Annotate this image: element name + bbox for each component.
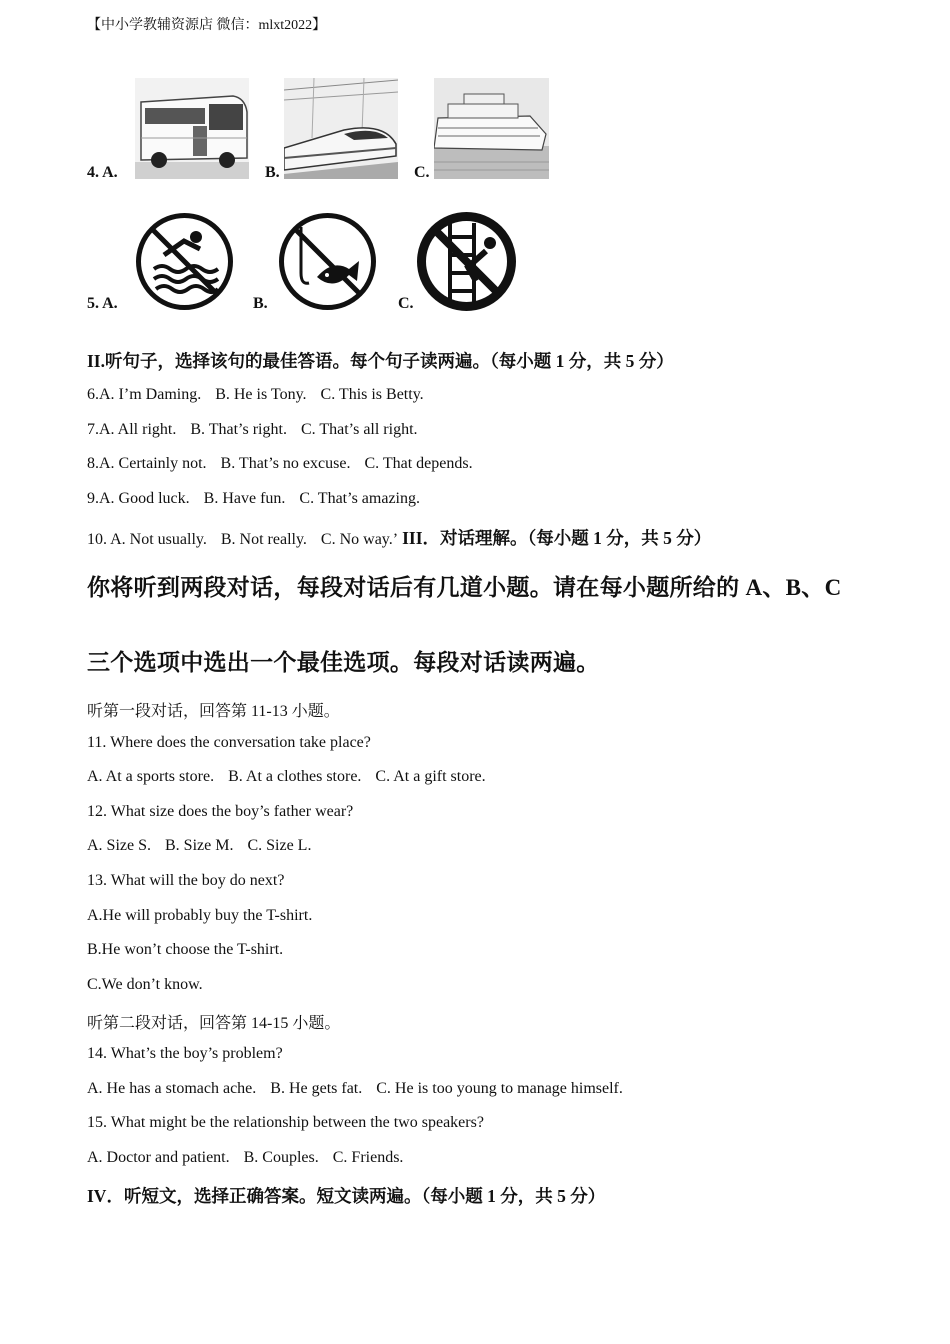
question-12-options bbox=[87, 837, 311, 855]
q15-option-b: B. Couples. bbox=[243, 1149, 319, 1166]
section-3-heading: III．对话理解。（每小题 1 分，共 5 分） bbox=[402, 528, 712, 548]
q12-option-a: A. Size S. bbox=[87, 837, 151, 854]
q14-option-c: C. He is too young to manage himself. bbox=[376, 1080, 623, 1097]
q15-option-c: C. Friends. bbox=[332, 1149, 404, 1166]
question-14-stem: 14. What’s the boy’s problem? bbox=[87, 1045, 283, 1062]
q9-option-b: B. Have fun. bbox=[203, 490, 286, 507]
q4-option-b-label: B. bbox=[265, 164, 280, 181]
question-15-stem: 15. What might be the relationship between the two speakers? bbox=[87, 1114, 484, 1131]
q8-option-b: B. That’s no excuse. bbox=[220, 455, 351, 472]
q13-option-a: A.He will probably buy the T-shirt. bbox=[87, 907, 313, 924]
question-6 bbox=[87, 386, 424, 404]
question-11-stem: 11. Where does the conversation take place? bbox=[87, 734, 371, 751]
ship-image bbox=[434, 78, 549, 179]
question-11-options bbox=[87, 768, 486, 786]
section-2-heading: II.听句子，选择该句的最佳答语。每个句子读两遍。（每小题 1 分，共 5 分） bbox=[87, 351, 674, 371]
no-fishing-sign bbox=[277, 211, 378, 312]
q6-option-a: 6.A. I’m Daming. bbox=[87, 386, 202, 403]
q14-option-a: A. He has a stomach ache. bbox=[87, 1080, 257, 1097]
q7-option-a: 7.A. All right. bbox=[87, 421, 177, 438]
q14-option-b: B. He gets fat. bbox=[270, 1080, 363, 1097]
q8-option-c: C. That depends. bbox=[364, 455, 473, 472]
q13-option-c: C.We don’t know. bbox=[87, 976, 203, 993]
q10-option-c: C. No way.’ bbox=[320, 531, 399, 548]
q5-option-c-label: C. bbox=[398, 295, 414, 312]
bus-image bbox=[135, 78, 249, 179]
no-climbing-sign bbox=[416, 211, 517, 312]
q12-option-c: C. Size L. bbox=[247, 837, 312, 854]
q13-option-b: B.He won’t choose the T-shirt. bbox=[87, 941, 284, 958]
q11-option-c: C. At a gift store. bbox=[375, 768, 486, 785]
q9-option-c: C. That’s amazing. bbox=[299, 490, 420, 507]
q6-option-c: C. This is Betty. bbox=[320, 386, 424, 403]
q15-option-a: A. Doctor and patient. bbox=[87, 1149, 230, 1166]
question-14-options bbox=[87, 1080, 623, 1098]
q12-option-b: B. Size M. bbox=[165, 837, 234, 854]
question-10 bbox=[87, 525, 711, 550]
q6-option-b: B. He is Tony. bbox=[215, 386, 307, 403]
q5-number: 5. A. bbox=[87, 295, 118, 312]
q7-option-c: C. That’s all right. bbox=[300, 421, 418, 438]
section-3-intro-line-2: 三个选项中选出一个最佳选项。每段对话读两遍。 bbox=[87, 650, 600, 675]
q8-option-a: 8.A. Certainly not. bbox=[87, 455, 207, 472]
question-13-stem: 13. What will the boy do next? bbox=[87, 872, 285, 889]
q11-option-a: A. At a sports store. bbox=[87, 768, 215, 785]
dialog-2-instruction: 听第二段对话，回答第 14-15 小题。 bbox=[87, 1015, 341, 1032]
q11-option-b: B. At a clothes store. bbox=[228, 768, 362, 785]
dialog-1-instruction: 听第一段对话，回答第 11-13 小题。 bbox=[87, 703, 340, 720]
q7-option-b: B. That’s right. bbox=[190, 421, 287, 438]
q4-number: 4. A. bbox=[87, 164, 118, 181]
section-3-intro-line-1: 你将听到两段对话，每段对话后有几道小题。请在每小题所给的 A、B、C bbox=[87, 575, 842, 600]
question-12-stem: 12. What size does the boy’s father wear? bbox=[87, 803, 354, 820]
q10-option-b: B. Not really. bbox=[220, 531, 307, 548]
q5-option-b-label: B. bbox=[253, 295, 268, 312]
question-7 bbox=[87, 421, 418, 439]
section-4-heading: IV．听短文，选择正确答案。短文读两遍。（每小题 1 分，共 5 分） bbox=[87, 1186, 606, 1206]
question-8 bbox=[87, 455, 473, 473]
question-15-options bbox=[87, 1149, 403, 1167]
train-image bbox=[284, 78, 398, 179]
no-swimming-sign bbox=[134, 211, 235, 312]
q4-option-c-label: C. bbox=[414, 164, 430, 181]
q9-option-a: 9.A. Good luck. bbox=[87, 490, 190, 507]
q10-option-a: 10. A. Not usually. bbox=[87, 531, 207, 548]
watermark-header: 【中小学教辅资源店 微信：mlxt2022】 bbox=[87, 18, 327, 33]
question-9 bbox=[87, 490, 420, 508]
